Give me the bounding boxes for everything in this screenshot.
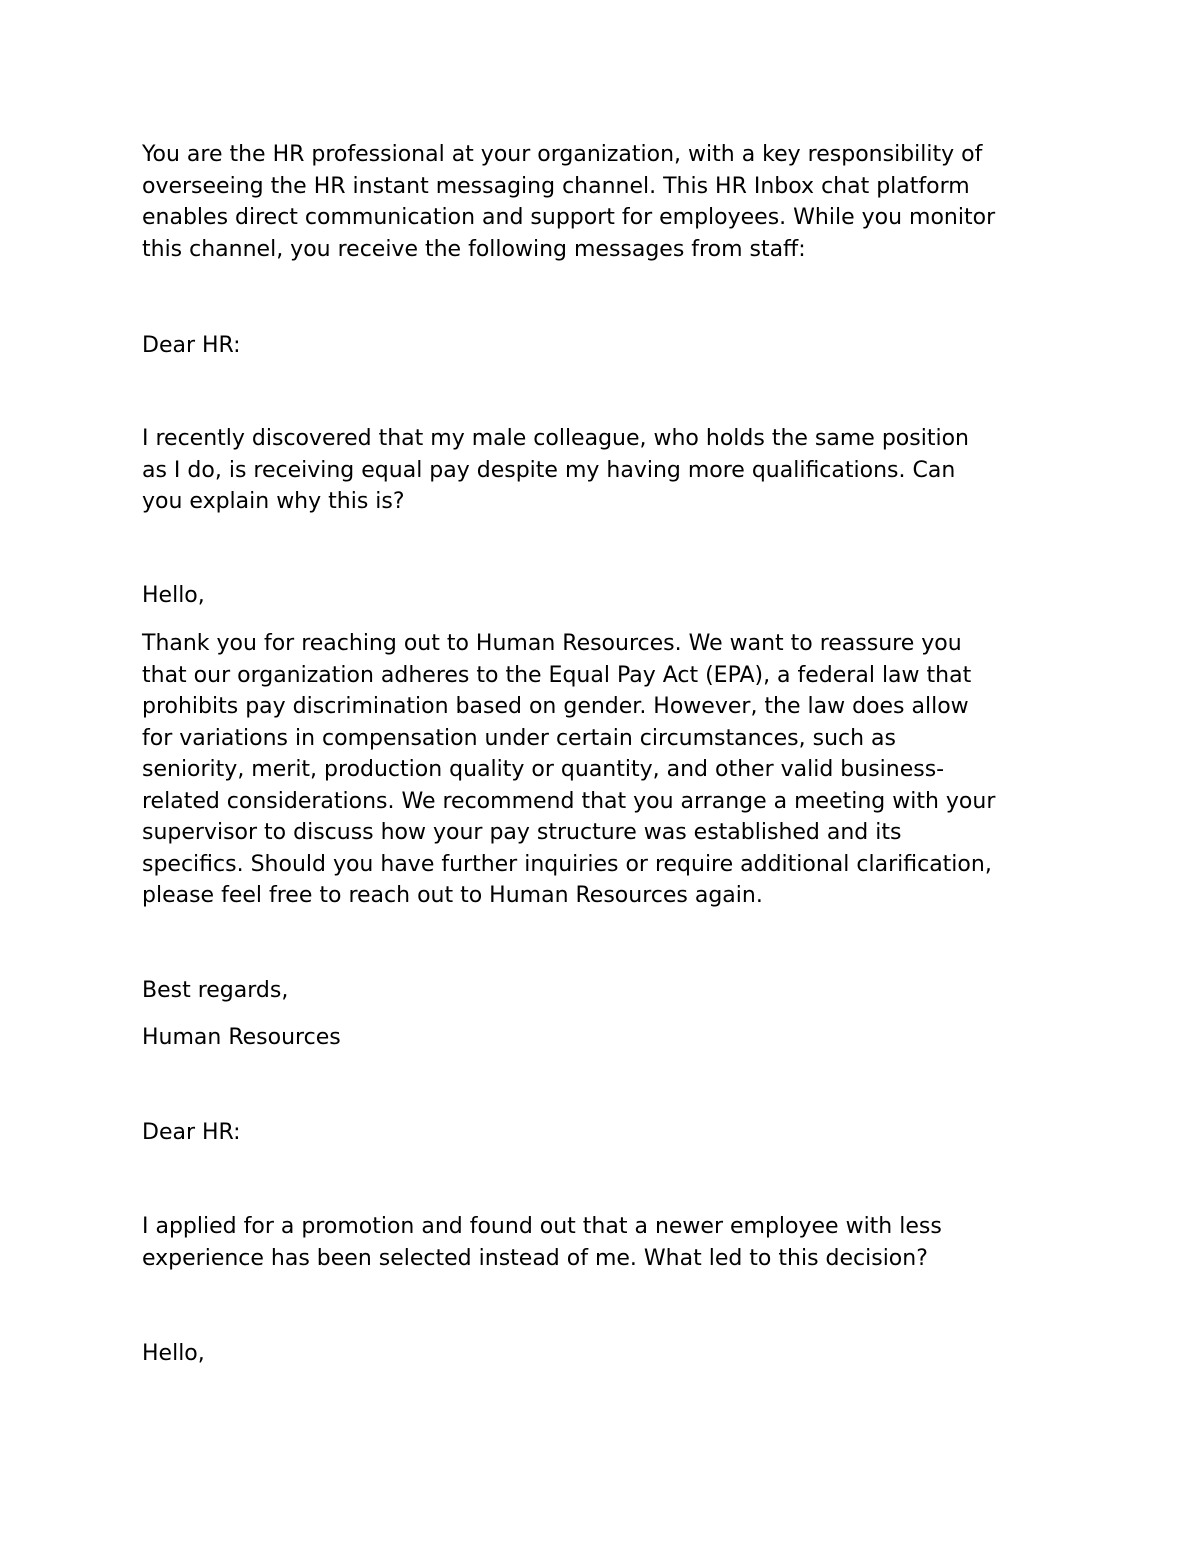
message2-line: experience has been selected instead of me. What led to this decision? [142, 1245, 928, 1271]
response1-line: prohibits pay discrimination based on gender. However, the law does allow [142, 694, 969, 719]
intro-line: enables direct communication and support for employees. While you monitor [142, 205, 996, 230]
response1-closing: Best regards, [142, 978, 289, 1003]
intro-line: overseeing the HR instant messaging channel. This HR Inbox chat platform [142, 173, 970, 199]
response1-line: related considerations. We recommend that you arrange a meeting with your [142, 788, 996, 814]
response1-body [142, 628, 1072, 912]
message2-greeting: Dear HR: [142, 1120, 241, 1145]
intro-line: You are the HR professional at your organization, with a key responsibility of [142, 142, 983, 167]
response1-line: please feel free to reach out to Human Resources again. [142, 883, 763, 908]
response1-line: for variations in compensation under certain circumstances, such as [142, 725, 897, 751]
message2-line: I applied for a promotion and found out that a newer employee with less [142, 1214, 942, 1239]
message1-line: you explain why this is? [142, 489, 405, 514]
intro-line: this channel, you receive the following messages from staff: [142, 236, 806, 262]
response1-line: seniority, merit, production quality or quantity, and other valid business- [142, 757, 945, 782]
message1-line: I recently discovered that my male colleague, who holds the same position [142, 426, 969, 451]
response1-line: specifics. Should you have further inquiries or require additional clarification, [142, 851, 992, 877]
response1-line: that our organization adheres to the Equal Pay Act (EPA), a federal law that [142, 662, 972, 688]
message2-body [142, 1211, 1072, 1274]
message1-body [142, 423, 1072, 518]
message1-line: as I do, is receiving equal pay despite my having more qualifications. Can [142, 457, 956, 483]
message1-greeting: Dear HR: [142, 333, 241, 358]
response1-line: supervisor to discuss how your pay structure was established and its [142, 820, 902, 845]
response2-greeting: Hello, [142, 1341, 205, 1366]
intro-paragraph [142, 139, 1072, 265]
response1-signature: Human Resources [142, 1025, 341, 1050]
response1-line: Thank you for reaching out to Human Resources. We want to reassure you [142, 631, 962, 656]
response1-greeting: Hello, [142, 583, 205, 608]
